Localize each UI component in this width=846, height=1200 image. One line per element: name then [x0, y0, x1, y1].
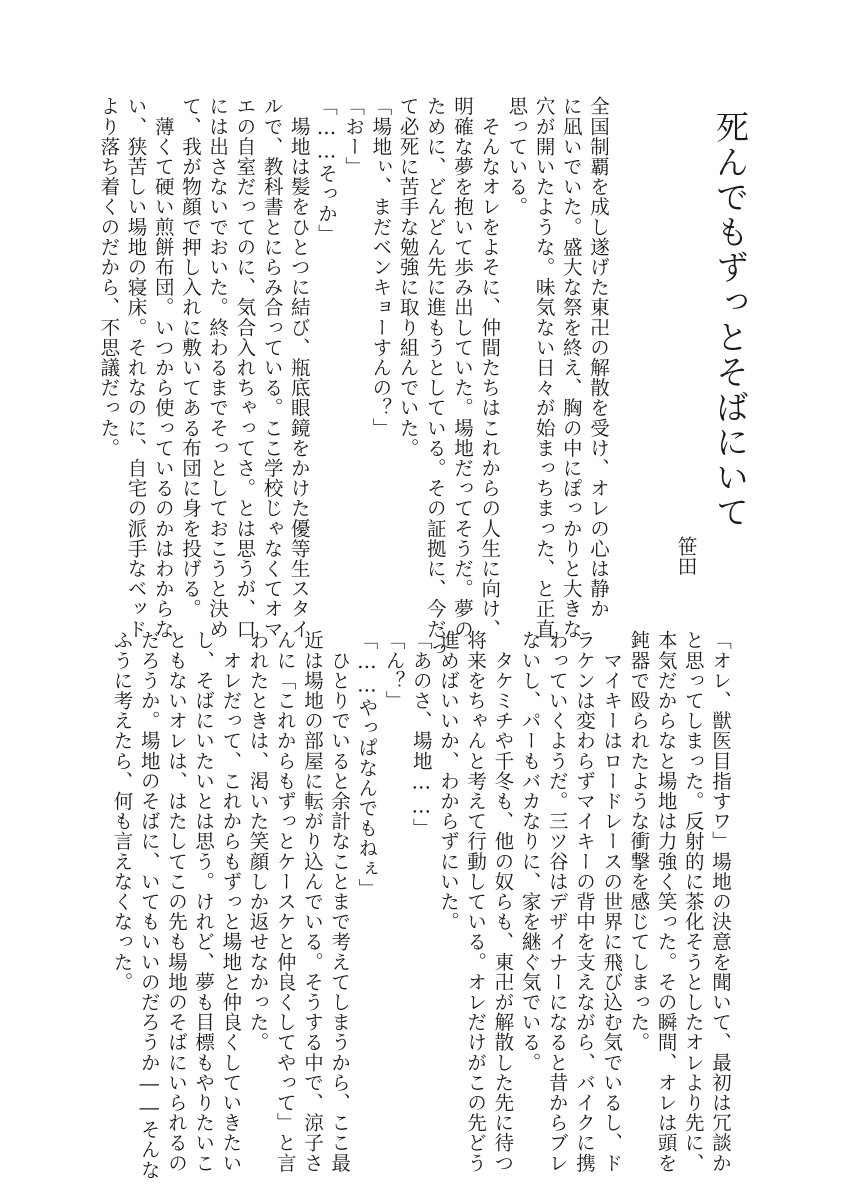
- text-line: と思ってしまった。反射的に茶化そうとしたオレより先に、: [681, 630, 705, 1173]
- text-line: 将来をちゃんと考えて行動している。オレだけがこの先どう: [464, 630, 488, 1173]
- text-line: ために、どんどん先に進もうとしている。その証拠に、今だっ: [423, 96, 447, 659]
- text-line: て、我が物顔で押し入れに敷いてある布団に身を投げる。: [178, 96, 202, 619]
- text-line: 「オレ、獣医目指すワ」場地の決意を聞いて、最初は冗談か: [709, 630, 732, 1173]
- text-line: 思っている。: [505, 96, 529, 217]
- text-line: そんなオレをよそに、仲間たちはこれからの人生に向け、: [478, 96, 502, 639]
- text-line: ふうに考えたら、何も言えなくなった。: [110, 630, 134, 992]
- text-line: 「おー」: [342, 96, 366, 177]
- text-line: 本気だからなと場地は力強く笑った。その瞬間、オレは頭を: [654, 630, 678, 1173]
- text-line: には出さないでおいた。終わるまでそっとしておこうと決め: [206, 96, 230, 639]
- text-line: だろうか。場地のそばに、いてもいいのだろうか――そんな: [137, 630, 161, 1180]
- text-line: し、そばにいたいとは思う。けれど、夢も目標もやりたいこ: [192, 630, 216, 1173]
- text-line: 近は場地の部屋に転がり込んでいる。そうする中で、涼子さ: [300, 630, 324, 1173]
- text-line: ないし、パーもバカなりに、家を継ぐ気でいる。: [518, 630, 542, 1073]
- text-line: わっていくようだ。三ツ谷はデザイナーになると昔からブレ: [545, 630, 569, 1173]
- text-line: い、狭苦しい場地の寝床。それなのに、自宅の派手なベッド: [124, 96, 148, 639]
- text-line: 場地は髪をひとつに結び、瓶底眼鏡をかけた優等生スタイ: [287, 96, 311, 639]
- text-line: エの自室だってのに、気合入れちゃってさ。とは思うが、口: [233, 96, 257, 639]
- text-line: タケミチや千冬も、他の奴らも、東卍が解散した先に待つ: [491, 630, 515, 1173]
- text-line: 薄くて硬い煎餅布団。いつから使っているのかはわからな: [151, 96, 175, 639]
- story-title: 死んでもずっとそばにいて: [711, 110, 750, 530]
- text-line: に凪いでいた。盛大な祭を終え、胸の中にぽっかりと大きな: [559, 96, 583, 639]
- text-line: ラケンは変わらずマイキーの背中を支えながら、バイクに携: [572, 630, 596, 1173]
- text-line: 「ん？」: [382, 630, 406, 711]
- text-line: 「……やっぱなんでもねぇ」: [355, 630, 379, 899]
- lower-text-block: [108, 630, 734, 1180]
- text-line: 全国制覇を成し遂げた東卍の解散を受け、オレの心は静か: [587, 96, 610, 619]
- text-line: ルで、教科書とにらみ合っている。ここ学校じゃなくてオマ: [260, 96, 284, 639]
- upper-text-block: [95, 96, 612, 659]
- text-line: より落ち着くのだから、不思議だった。: [97, 96, 121, 458]
- text-line: オレだって、これからもずっと場地と仲良くしていきたい: [219, 630, 243, 1173]
- text-line: マイキーはロードレースの世界に飛び込む気でいるし、ド: [600, 630, 624, 1173]
- text-line: 穴が開いたような。味気ない日々が始まっちまった、と正直: [532, 96, 556, 639]
- text-line: 進めばいいか、わからずにいた。: [436, 630, 460, 932]
- text-line: 「……そっか」: [314, 96, 338, 244]
- text-line: 「場地ぃ、まだベンキョーすんの？」: [369, 96, 393, 438]
- text-line: 鈍器で殴られたような衝撃を感じてしまった。: [627, 630, 651, 1053]
- text-line: われたときは、渇いた笑顔しか返せなかった。: [246, 630, 270, 1053]
- text-line: 「あのさ、場地……」: [409, 630, 433, 838]
- text-line: んに「これからもずっとケースケと仲良くしてやって」と言: [273, 630, 297, 1173]
- author-name: 笹田: [674, 536, 698, 576]
- text-line: ひとりでいると余計なことまで考えてしまうから、ここ最: [328, 630, 352, 1173]
- text-line: ともないオレは、はたしてこの先も場地のそばにいられるの: [164, 630, 188, 1173]
- text-line: 明確な夢を抱いて歩み出していた。場地だってそうだ。夢の: [450, 96, 474, 639]
- text-line: て必死に苦手な勉強に取り組んでいた。: [396, 96, 420, 458]
